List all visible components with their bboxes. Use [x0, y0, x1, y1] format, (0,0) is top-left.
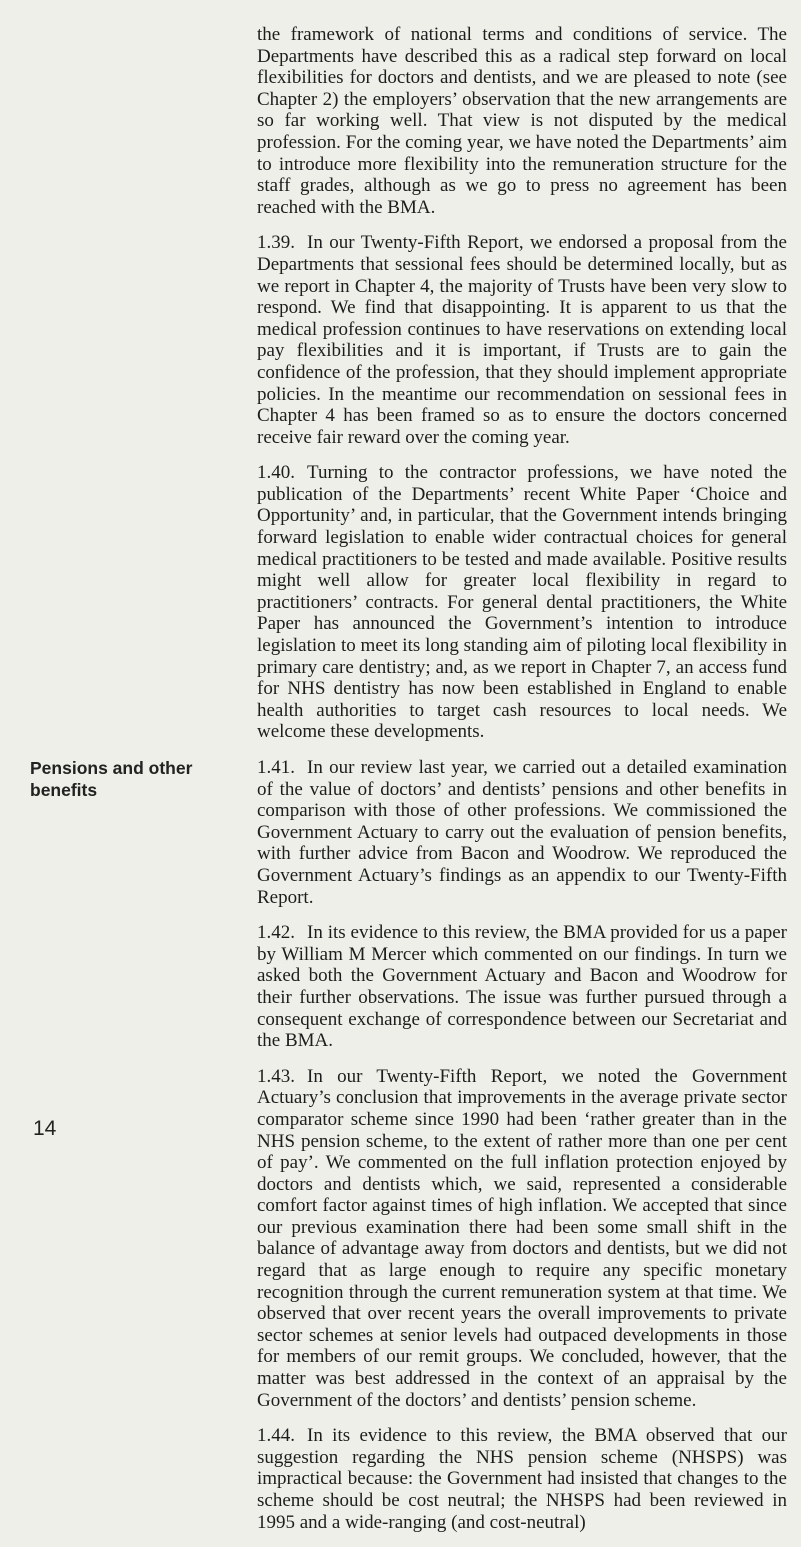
paragraph-1-39	[257, 232, 787, 448]
paragraph-text: In its evidence to this review, the BMA provided for us a paper by William M Mercer which commented on our findings. In turn we asked both the Government Actuary and Bacon and Woodrow for their further observations. The issue was further pursued through a consequent exchange of correspondence between our Secretariat and the BMA.	[257, 922, 787, 1052]
paragraph-1-42	[257, 922, 787, 1052]
paragraph-text: Turning to the contractor professions, we have noted the publication of the Departments’ recent White Paper ‘Choice and Opportunity’ and, in particular, that the Government intends bringing forward legislation to enable wider contractual choices for general medical practitioners to be tested and made available. Positive results might well allow for greater local flexibility in regard to practitioners’ contracts. For general dental practitioners, the White Paper has announced the Government’s intention to introduce legislation to meet its long standing aim of piloting local flexibility in primary care dentistry; and, as we report in Chapter 7, an access fund for NHS dentistry has now been established in England to enable health authorities to target cash resources to local needs. We welcome these developments.	[257, 462, 787, 743]
paragraph-text: In our Twenty-Fifth Report, we noted the Government Actuary’s conclusion that improvements in the average private sector comparator scheme since 1990 had been ‘rather greater than in the NHS pension scheme, to the extent of rather more than one per cent of pay’. We commented on the full inflation protection enjoyed by doctors and dentists which, we said, represented a considerable comfort factor against times of high inflation. We accepted that since our previous examination there had been some small shift in the balance of advantage away from doctors and dentists, but we did not regard that as large enough to require any specific monetary recognition through the current remuneration system at that time. We observed that over recent years the overall improvements to private sector schemes at senior levels had outpaced developments in those for members of our remit groups. We concluded, however, that the matter was best addressed in the context of an appraisal by the Government of the doctors’ and dentists’ pension scheme.	[257, 1065, 787, 1411]
paragraph-text: In our review last year, we carried out a detailed examination of the value of doctors’ and dentists’ pensions and other benefits in comparison with those of other professions. We commissioned the Government Actuary to carry out the evaluation of pension benefits, with further advice from Bacon and Woodrow. We reproduced the Government Actuary’s findings as an appendix to our Twenty-Fifth Report.	[257, 757, 787, 908]
main-text-column	[257, 24, 787, 1547]
paragraph-number: 1.44.	[257, 1425, 295, 1447]
paragraph-number: 1.41.	[257, 757, 295, 778]
page-number: 14	[33, 1117, 57, 1140]
paragraph-1-43	[257, 1066, 787, 1412]
paragraph-text: the framework of national terms and conditions of service. The Departments have described this as a radical step forward on local flexibilities for doctors and dentists, and we are pleased to note (see Chapter 2) the employers’ observation that the new arrangements are so far working well. That view is not disputed by the medical profession. For the coming year, we have noted the Departments’ aim to introduce more flexibility into the remuneration structure for the staff grades, although as we go to press no agreement has been reached with the BMA.	[257, 24, 787, 218]
paragraph-number: 1.40.	[257, 462, 295, 484]
paragraph-number: 1.39.	[257, 232, 295, 254]
paragraph-number: 1.43.	[257, 1065, 295, 1087]
side-heading: Pensions and other benefits	[30, 758, 193, 800]
paragraph-text: In its evidence to this review, the BMA observed that our suggestion regarding the NHS pension scheme (NHSPS) was impractical because: the Government had insisted that changes to the scheme should be cost neutral; the NHSPS had been reviewed in 1995 and a wide-ranging (and cost-neutral)	[257, 1425, 787, 1533]
paragraph-1-41	[257, 757, 787, 908]
paragraph-1-40	[257, 462, 787, 743]
paragraph-continued	[257, 24, 787, 218]
paragraph-text: In our Twenty-Fifth Report, we endorsed a proposal from the Departments that sessional fees should be determined locally, but as we report in Chapter 4, the majority of Trusts have been very slow to respond. We find that disappointing. It is apparent to us that the medical profession continues to have reservations on extending local pay flexibilities and it is important, if Trusts are to gain the confidence of the profession, that they should implement appropriate policies. In the meantime our recommendation on sessional fees in Chapter 4 has been framed so as to ensure the doctors concerned receive fair reward over the coming year.	[257, 232, 787, 448]
paragraph-number: 1.42.	[257, 922, 295, 944]
paragraph-1-44	[257, 1425, 787, 1533]
